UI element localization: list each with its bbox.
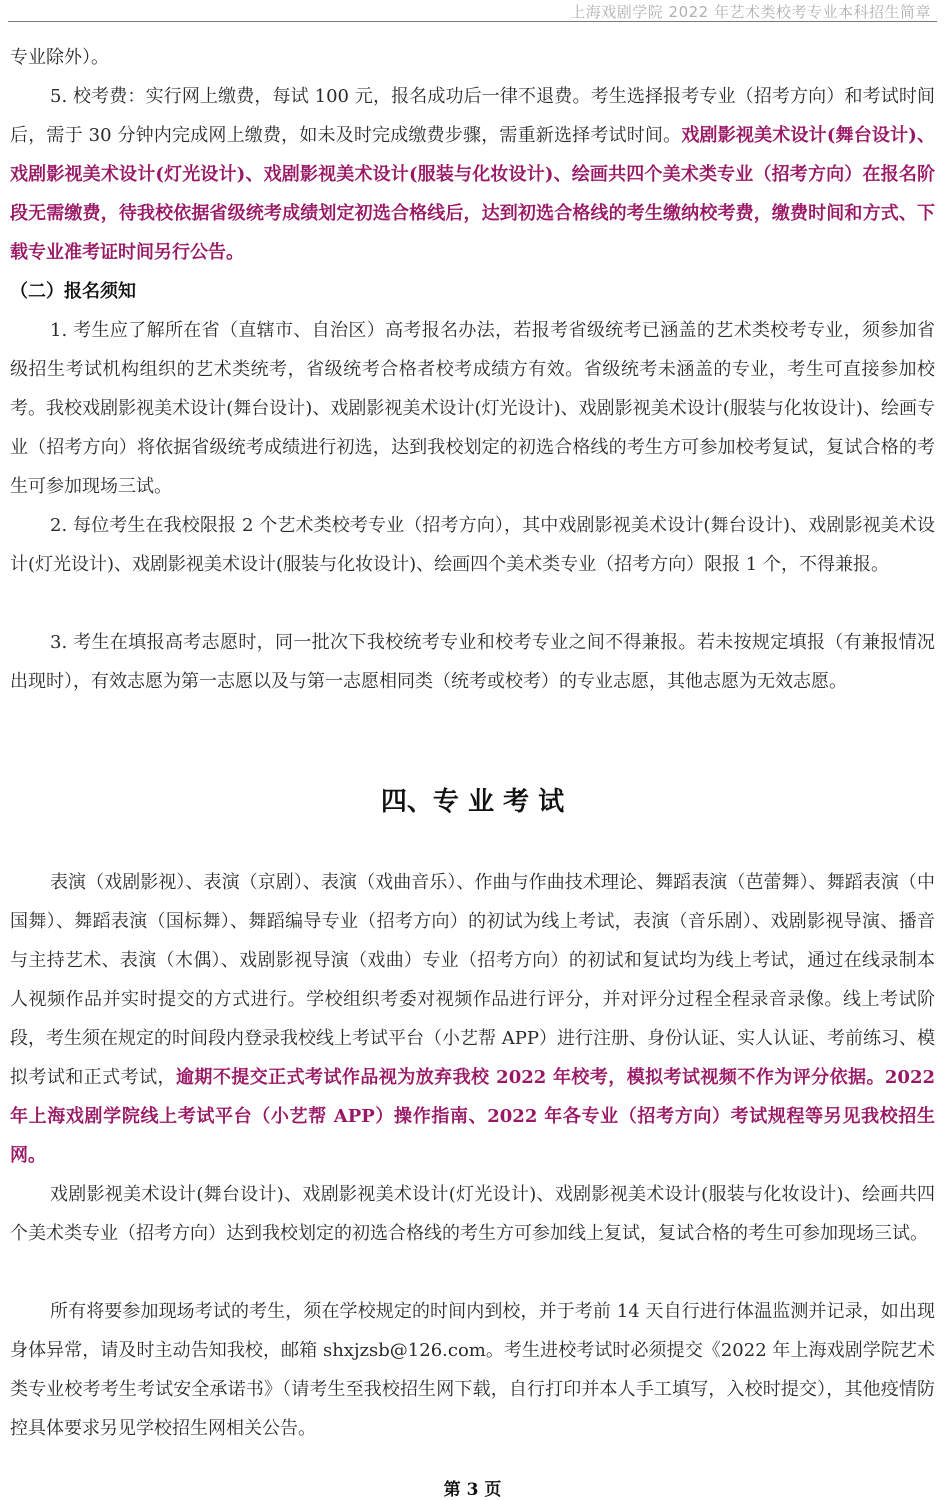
paragraph-text: 专业除外）。 bbox=[10, 47, 109, 68]
header-divider bbox=[8, 21, 937, 22]
paragraph-note-1: 1. 考生应了解所在省（直辖市、自治区）高考报名办法，若报考省级统考已涵盖的艺术类校考专业，须参加省级招生考试机构组织的艺术类统考，省级统考合格者校考成绩方有效。省级统考未涵盖的专业，考生可直接参加校考。我校戏剧影视美术设计(舞台设计)、戏剧影视美术设计(灯光设计)、戏剧影视美术设计(服装与化妆设计)、绘画专业（招考方向）将依据省级统考成绩进行初选，达到我校划定的初选合格线的考生方可参加校考复试，复试合格的考生可参加现场三试。 bbox=[10, 320, 935, 497]
page-number: 第 3 页 bbox=[443, 1480, 502, 1500]
section-title-professional-exam: 四、专 业 考 试 bbox=[380, 787, 565, 817]
online-exam-highlight: 逾期不提交正式考试作品视为放弃我校 2022 年校考，模拟考试视频不作为评分依据。2022 年上海戏剧学院线上考试平台（小艺帮 APP）操作指南、2022 年各专业（招考方向）考试规程等另见我校招生网。 bbox=[10, 1067, 935, 1166]
running-header: 上海戏剧学院 2022 年艺术类校考专业本科招生简章 bbox=[570, 3, 931, 21]
paragraph-note-3: 3. 考生在填报高考志愿时，同一批次下我校统考专业和校考专业之间不得兼报。若未按规定填报（有兼报情况出现时），有效志愿为第一志愿以及与第一志愿相同类（统考或校考）的专业志愿，其他志愿为无效志愿。 bbox=[10, 632, 935, 692]
paragraph-onsite-exam: 所有将要参加现场考试的考生，须在学校规定的时间内到校，并于考前 14 天自行进行体温监测并记录，如出现身体异常，请及时主动告知我校，邮箱 shxjzsb@126.com。考生进校考试时必须提交《2022 年上海戏剧学院艺术类专业校考考生考试安全承诺书》（请考生至我校招生网下载，自行打印并本人手工填写，入校时提交），其他疫情防控具体要求另见学校招生网相关公告。 bbox=[10, 1301, 935, 1439]
fee-highlight: 戏剧影视美术设计(舞台设计)、戏剧影视美术设计(灯光设计)、戏剧影视美术设计(服装与化妆设计)、绘画共四个美术类专业（招考方向）在报名阶段无需缴费，待我校依据省级统考成绩划定初选合格线后，达到初选合格线的考生缴纳校考费，缴费时间和方式、下载专业准考证时间另行公告。 bbox=[10, 125, 935, 263]
paragraph-fee bbox=[10, 77, 935, 272]
paragraph-art-retest: 戏剧影视美术设计(舞台设计)、戏剧影视美术设计(灯光设计)、戏剧影视美术设计(服装与化妆设计)、绘画共四个美术类专业（招考方向）达到我校划定的初选合格线的考生方可参加线上复试，复试合格的考生可参加现场三试。 bbox=[10, 1184, 935, 1244]
paragraph-online-exam bbox=[10, 863, 935, 1175]
paragraph-note-2: 2. 每位考生在我校限报 2 个艺术类校考专业（招考方向），其中戏剧影视美术设计(舞台设计)、戏剧影视美术设计(灯光设计)、戏剧影视美术设计(服装与化妆设计)、绘画四个美术类专业（招考方向）限报 1 个，不得兼报。 bbox=[10, 515, 935, 575]
fee-text: 5. 校考费：实行网上缴费，每试 100 元，报名成功后一律不退费。考生选择报考专业（招考方向）和考试时间后，需于 30 分钟内完成网上缴费，如未及时完成缴费步骤，需重新选择考试时间。 bbox=[10, 86, 935, 146]
online-exam-text: 表演（戏剧影视）、表演（京剧）、表演（戏曲音乐）、作曲与作曲技术理论、舞蹈表演（芭蕾舞）、舞蹈表演（中国舞）、舞蹈表演（国标舞）、舞蹈编导专业（招考方向）的初试为线上考试，表演（音乐剧）、戏剧影视导演、播音与主持艺术、表演（木偶）、戏剧影视导演（戏曲）专业（招考方向）的初试和复试均为线上考试，通过在线录制本人视频作品并实时提交的方式进行。学校组织考委对视频作品进行评分，并对评分过程全程录音录像。线上考试阶段，考生须在规定的时间段内登录我校线上考试平台（小艺帮 APP）进行注册、身份认证、实人认证、考前练习、模拟考试和正式考试， bbox=[10, 872, 935, 1088]
paragraph-continuation bbox=[10, 38, 935, 77]
subheading-registration-notes: （二）报名须知 bbox=[10, 281, 136, 302]
